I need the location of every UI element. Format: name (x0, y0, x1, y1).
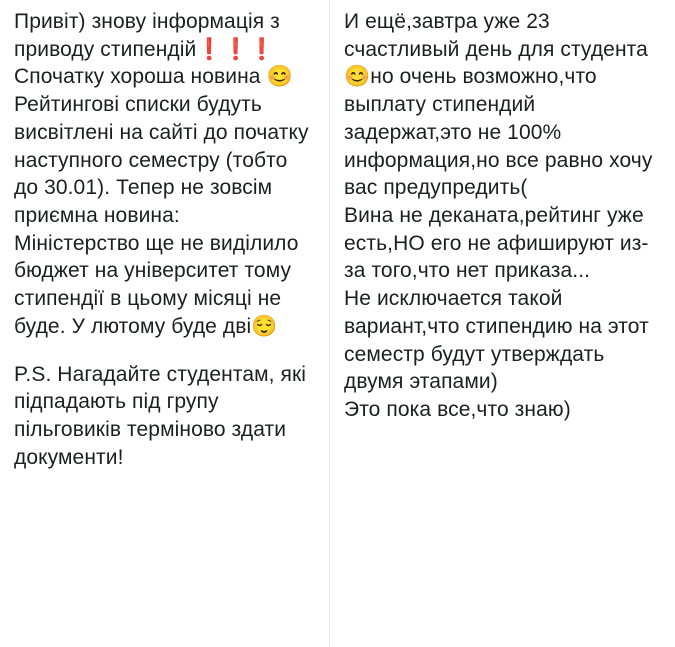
right-paragraph-3: Не исключается такой вариант,что стипендию на этот семестр будут утверждать двумя этапами) (344, 287, 655, 394)
left-paragraph-2: Спочатку хороша новина 😊 (14, 65, 293, 89)
left-postscript: P.S. Нагадайте студентам, які підпадають під групу пільговиків терміново здати документи! (14, 362, 313, 469)
right-paragraph-4: Это пока все,что знаю) (344, 398, 571, 422)
left-paragraph-3: Рейтингові списки будуть висвітлені на сайті до початку наступного семестру (тобто до 30.01). Тепер не зовсім приємна новина: (14, 93, 315, 228)
right-paragraph-1: И ещё,завтра уже 23 счастливый день для студента😊но очень возможно,что выплату стипендий задержат,это не 100% информация,но все равно хочу вас предупредить( (344, 10, 659, 200)
right-message-column (330, 0, 675, 647)
left-message-column (0, 0, 330, 647)
left-paragraph-4: Міністерство ще не виділило бюджет на університет тому стипендії в цьому місяці не буде. У лютому буде дві😌 (14, 231, 305, 338)
paragraph-spacer (14, 341, 315, 361)
right-paragraph-2: Вина не деканата,рейтинг уже есть,НО его не афишируют из-за того,что нет приказа... (344, 204, 650, 283)
left-paragraph-1: Привіт) знову інформація з приводу стипендій❗❗❗ (14, 10, 286, 61)
